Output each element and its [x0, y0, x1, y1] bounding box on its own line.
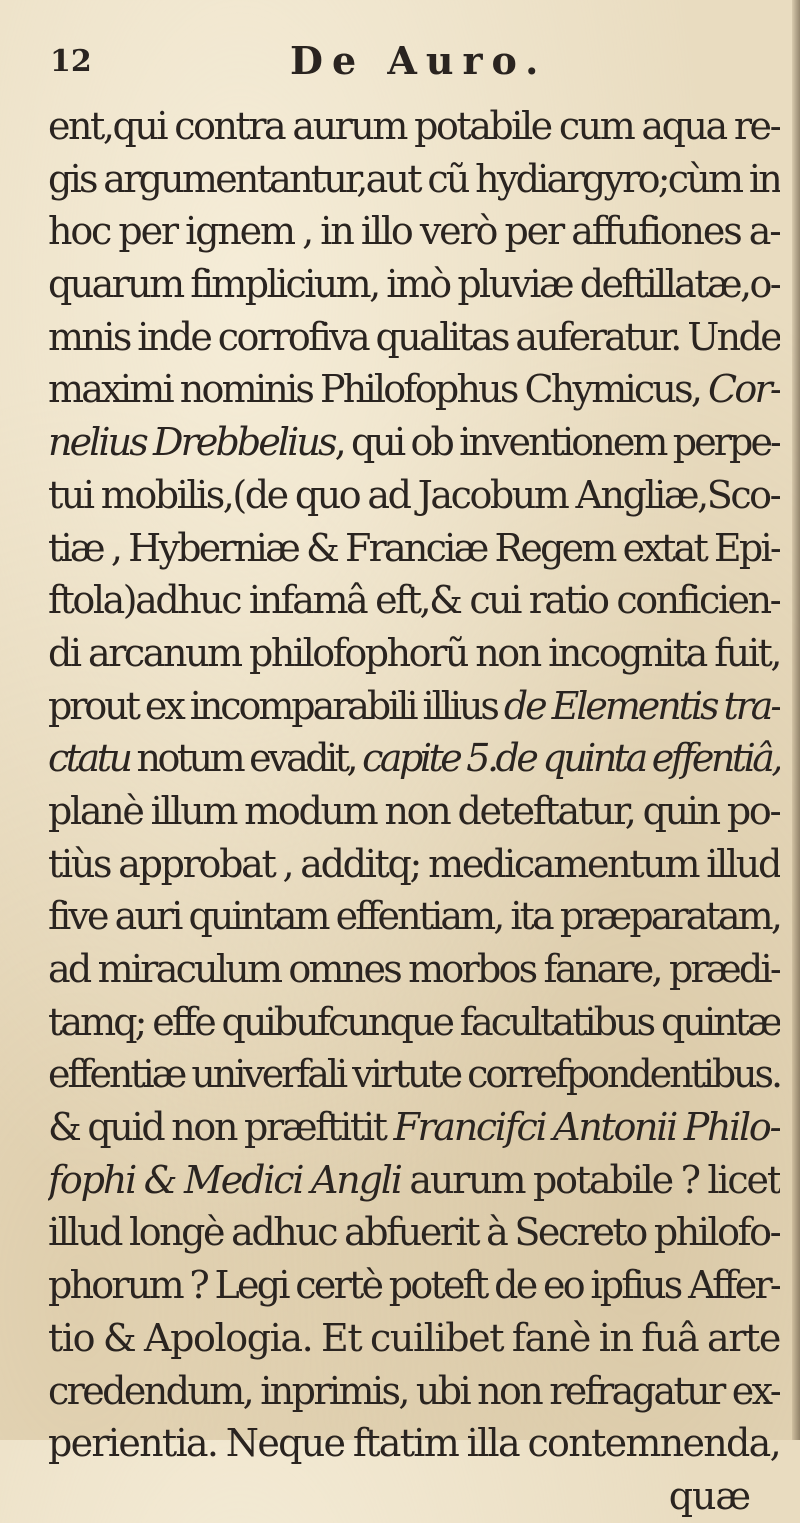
text-line — [48, 1048, 780, 1101]
text-span: credendum, inprimis, ubi non refragatur ex- — [48, 1368, 780, 1413]
running-head: De Auro. — [290, 38, 548, 83]
text-line — [48, 311, 780, 364]
text-line — [48, 574, 780, 627]
text-line — [48, 416, 780, 469]
text-span: mnis inde corrofiva qualitas auferatur. Unde — [48, 314, 780, 359]
italic-text-span: de Elementis tra- — [503, 683, 780, 728]
italic-text-span: fophi & Medici Angli — [48, 1157, 401, 1202]
text-span: phorum ? Legi certè poteft de eo ipfius Affer- — [48, 1263, 780, 1308]
text-line — [48, 1312, 780, 1365]
text-line — [48, 1154, 780, 1207]
text-span: ftola)adhuc infamâ eft,& cui ratio conficien- — [48, 578, 780, 623]
text-span: effentiæ univerfali virtute correfpondentibus. — [48, 1052, 780, 1097]
page-header — [0, 38, 800, 86]
italic-text-span: Cor- — [708, 367, 780, 412]
text-span: hoc per ignem , in illo verò per affufiones a- — [48, 209, 780, 254]
text-span: & quid non præftitit — [48, 1105, 394, 1150]
text-line — [48, 732, 780, 785]
text-span: ad miraculum omnes morbos fanare, prædi- — [48, 947, 780, 991]
text-span: aurum potabile ? licet — [400, 1157, 780, 1202]
page-edge — [792, 0, 800, 1440]
italic-text-span: capite 5.de quinta effentiâ, — [362, 736, 780, 781]
body-text — [48, 100, 780, 1523]
text-line — [48, 1206, 780, 1259]
text-line — [48, 1417, 780, 1470]
text-line — [48, 258, 780, 311]
italic-text-span: ctatu — [48, 736, 130, 781]
text-span: prout ex incomparabili illius — [48, 683, 504, 728]
text-span: gis argumentantur,aut cũ hydiargyro;cùm in — [48, 156, 780, 201]
text-line — [48, 785, 780, 838]
text-line — [48, 890, 780, 943]
text-span: tamq; effe quibufcunque facultatibus quintæ — [48, 999, 780, 1044]
text-span: five auri quintam effentiam, ita præparatam, — [48, 894, 780, 939]
text-span: tui mobilis,(de quo ad Jacobum Angliæ,Sco- — [48, 472, 780, 517]
text-span: notum evadit, — [129, 736, 363, 781]
text-line — [48, 100, 780, 153]
text-span: tiæ , Hyberniæ & Franciæ Regem extat Epi- — [48, 525, 780, 570]
text-line — [48, 943, 780, 996]
text-line — [48, 522, 780, 575]
text-line — [48, 363, 780, 416]
text-line — [48, 996, 780, 1049]
text-span: planè illum modum non deteftatur, quin po- — [48, 788, 780, 833]
text-line — [48, 1365, 780, 1418]
text-span: quarum fimplicium, imò pluviæ deftillatæ,o- — [48, 262, 780, 307]
text-line — [48, 205, 780, 258]
text-span: illud longè adhuc abfuerit à Secreto philofo- — [48, 1210, 780, 1255]
text-line — [48, 680, 780, 733]
text-line — [48, 469, 780, 522]
italic-text-span: nelius Drebbelius — [48, 420, 335, 465]
text-line — [48, 838, 780, 891]
text-span: maximi nominis Philofophus Chymicus, — [48, 367, 709, 412]
text-span: ent,qui contra aurum potabile cum aqua re- — [48, 104, 780, 148]
page-number: 12 — [50, 44, 92, 79]
text-line — [48, 1101, 780, 1154]
text-line — [48, 1470, 780, 1523]
text-line — [48, 627, 780, 680]
text-span: di arcanum philofophorũ non incognita fuit, — [48, 630, 780, 675]
italic-text-span: Francifci Antonii Philo- — [393, 1105, 780, 1150]
text-line — [48, 1259, 780, 1312]
text-span: tiùs approbat , additq; medicamentum illud — [48, 841, 780, 886]
text-span: , qui ob inventionem perpe- — [334, 420, 780, 465]
text-span: quæ — [668, 1473, 750, 1518]
text-span: perientia. Neque ftatim illa contemnenda, — [48, 1421, 780, 1466]
text-line — [48, 153, 780, 206]
text-span: tio & Apologia. Et cuilibet fanè in fuâ arte — [48, 1315, 780, 1360]
